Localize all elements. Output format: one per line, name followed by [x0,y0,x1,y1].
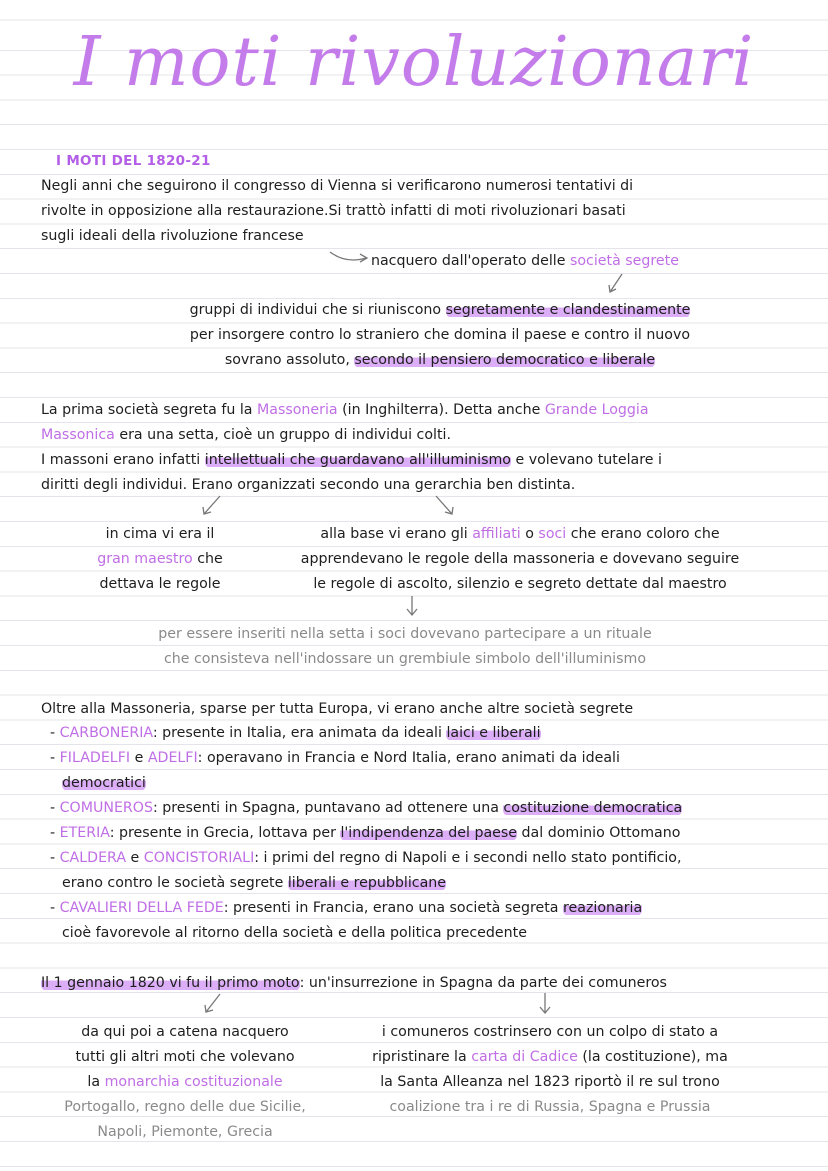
text-span: la [87,1074,105,1090]
gran-maestro-term: gran maestro [97,551,193,567]
massonica-term: Massonica [41,427,115,443]
massoneria-term: Massoneria [257,402,338,418]
list-item-cavalieri: - CAVALIERI DELLA FEDE: presenti in Francia, erano una società segreta reazionaria [50,900,643,916]
list-item-continuation: cioè favorevole al ritorno della società e della politica precedente [62,925,527,941]
list-item-continuation [62,871,446,895]
consequence-line [35,1070,335,1094]
text-span: : presente in Italia, era animata da ideali [152,725,447,741]
coalition-line: coalizione tra i re di Russia, Spagna e Prussia [389,1099,711,1115]
page-title: I moti rivoluzionari [73,23,755,102]
affiliati-term: affiliati [472,526,521,542]
grande-loggia-term: Grande Loggia [544,402,649,418]
societa-segrete-line [371,249,679,273]
highlight-span: Il 1 gennaio 1820 vi fu il primo moto [41,975,300,991]
highlight-span: democratici [62,775,146,791]
text-span: : un'insurrezione in Spagna da parte dei comuneros [299,975,667,991]
text-span: e volevano tutelare i [510,452,662,468]
arrow-down-right-icon [432,493,458,519]
comuneros-outcome-line: la Santa Alleanza nel 1823 riportò il re sul trono [380,1074,720,1090]
text-span: o [520,526,539,542]
arrow-down-icon [404,594,420,618]
text-span: alla base vi erano gli [320,526,473,542]
adelfi-term: ADELFI [147,750,198,766]
caldera-term: CALDERA [59,850,127,866]
paragraph-line: rivolte in opposizione alla restaurazione.Si trattò infatti di moti rivoluzionari basati [41,203,626,219]
cavalieri-term: CAVALIERI DELLA FEDE [59,900,224,916]
list-item-continuation [62,771,146,795]
eteria-term: ETERIA [59,825,110,841]
text-span: (la costituzione), ma [577,1049,728,1065]
highlight-span: segretamente e clandestinamente [445,302,691,318]
list-item-eteria: - ETERIA: presente in Grecia, lottava per l'indipendenza del paese dal dominio Ottomano [50,825,681,841]
highlight-span: liberali e repubblicane [287,875,446,891]
paragraph-line: sugli ideali della rivoluzione francese [41,228,304,244]
text-span: gruppi di individui che si riuniscono [189,302,446,318]
highlight-span: secondo il pensiero democratico e liberale [354,352,656,368]
paragraph-line [41,971,667,995]
hierarchy-top-line: dettava le regole [99,576,221,592]
definition-line [0,348,828,372]
text-span: che erano coloro che [566,526,720,542]
comuneros-outcome-line [330,1045,770,1069]
text-span: : presenti in Spagna, puntavano ad ottenere una [152,800,504,816]
ritual-line: per essere inseriti nella setta i soci dovevano partecipare a un rituale [158,626,652,642]
text-span: era una setta, cioè un gruppo di individui colti. [114,427,451,443]
text-span: dal dominio Ottomano [517,825,681,841]
list-item-filadelfi: - FILADELFI e ADELFI: operavano in Francia e Nord Italia, erano animati da ideali [50,750,620,766]
consequence-line: da qui poi a catena nacquero [81,1024,289,1040]
section-heading-moti-1820: I MOTI DEL 1820-21 [56,153,211,169]
countries-line: Portogallo, regno delle due Sicilie, [64,1099,306,1115]
carboneria-term: CARBONERIA [59,725,153,741]
highlight-span: intellettuali che guardavano all'illuminismo [204,452,511,468]
definition-line [0,298,828,322]
ritual-line: che consisteva nell'indossare un grembiule simbolo dell'illuminismo [163,651,647,667]
list-item-comuneros: - COMUNEROS: presenti in Spagna, puntavano ad ottenere una costituzione democratica [50,800,683,816]
hierarchy-top-line: in cima vi era il [105,526,215,542]
comuneros-outcome-line: i comuneros costrinsero con un colpo di stato a [381,1024,719,1040]
definition-line: per insorgere contro lo straniero che domina il paese e contro il nuovo [189,327,691,343]
comuneros-term: COMUNEROS [59,800,153,816]
paragraph-line [41,423,451,447]
paragraph-line [41,398,649,422]
text-span: : presente in Grecia, lottava per [109,825,341,841]
highlight-span: l'indipendenza del paese [340,825,518,841]
paragraph-line: Oltre alla Massoneria, sparse per tutta Europa, vi erano anche altre società segrete [41,701,634,717]
text-span: nacquero dall'operato delle [371,253,570,269]
concistoriali-term: CONCISTORIALI [143,850,255,866]
list-item-carboneria: - CARBONERIA: presente in Italia, era animata da ideali laici e liberali [50,725,541,741]
monarchia-costituzionale-term: monarchia costituzionale [104,1074,283,1090]
highlight-span: reazionaria [563,900,643,916]
list-item-caldera: - CALDERA e CONCISTORIALI: i primi del regno di Napoli e i secondi nello stato pontificio, [50,850,682,866]
text-span: La prima società segreta fu la [41,402,258,418]
text-span: ripristinare la [372,1049,472,1065]
text-span: : presenti in Francia, erano una società segreta [223,900,563,916]
text-span: sovrano assoluto, [224,352,355,368]
text-span: che [192,551,223,567]
text-span: e [126,850,144,866]
arrow-down-icon [537,991,553,1017]
soci-term: soci [538,526,567,542]
arrow-down-left-icon [200,991,224,1017]
highlight-span: laici e liberali [446,725,541,741]
filadelfi-term: FILADELFI [59,750,131,766]
text-span: : operavano in Francia e Nord Italia, erano animati da ideali [197,750,620,766]
text-span: : i primi del regno di Napoli e i secondi nello stato pontificio, [254,850,682,866]
text-span: e [130,750,148,766]
paragraph-line: diritti degli individui. Erano organizzati secondo una gerarchia ben distinta. [41,477,576,493]
text-span: erano contro le società segrete [62,875,288,891]
paragraph-line [41,448,662,472]
arrow-down-left-icon [198,493,224,519]
text-span: (in Inghilterra). Detta anche [337,402,545,418]
hierarchy-base-line: le regole di ascolto, silenzio e segreto dettate dal maestro [313,576,727,592]
carta-di-cadice-term: carta di Cadice [471,1049,578,1065]
consequence-line: tutti gli altri moti che volevano [75,1049,295,1065]
highlight-span: costituzione democratica [503,800,683,816]
arrow-down-left-icon [604,272,626,296]
countries-line: Napoli, Piemonte, Grecia [97,1124,273,1140]
curved-arrow-icon [328,246,372,268]
societa-segrete-term: società segrete [569,253,679,269]
paragraph-line: Negli anni che seguirono il congresso di Vienna si verificarono numerosi tentativi di [41,178,634,194]
hierarchy-top-line [60,547,260,571]
hierarchy-base-line: apprendevano le regole della massoneria e dovevano seguire [300,551,740,567]
hierarchy-base-line [262,522,778,546]
text-span: I massoni erano infatti [41,452,205,468]
